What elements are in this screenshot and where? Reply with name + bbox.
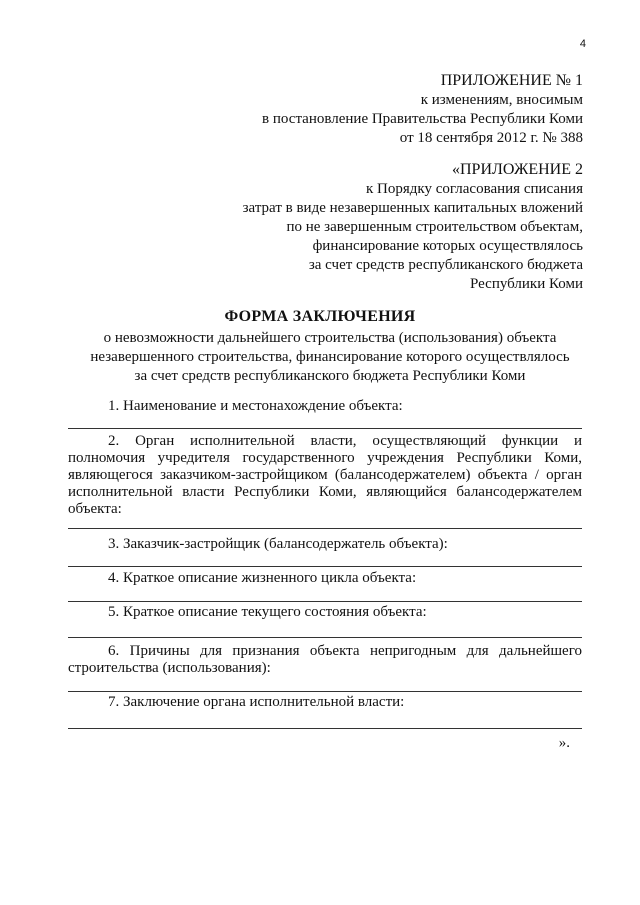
form-item-1 xyxy=(68,398,582,415)
appendix-2-line: за счет средств республиканского бюджета xyxy=(308,257,583,273)
form-item-1-label: 1. Наименование и местонахождение объекта: xyxy=(108,398,403,414)
appendix-1-line: в постановление Правительства Республики Коми xyxy=(262,111,583,127)
form-item-7-label: 7. Заключение органа исполнительной власти: xyxy=(108,694,405,710)
form-title: ФОРМА ЗАКЛЮЧЕНИЯ xyxy=(224,308,416,325)
appendix-2-line: Республики Коми xyxy=(470,276,583,292)
form-item-6 xyxy=(68,643,582,677)
page-number: 4 xyxy=(579,38,586,50)
form-item-3 xyxy=(68,536,582,553)
form-item-5 xyxy=(68,604,582,621)
form-item-7-fill-line[interactable] xyxy=(68,728,582,729)
form-item-6-label: 6. Причины для признания объекта непригодным для дальнейшего строительства (использования): xyxy=(68,643,582,676)
appendix-1-line: от 18 сентября 2012 г. № 388 xyxy=(399,130,583,146)
form-item-5-label: 5. Краткое описание текущего состояния объекта: xyxy=(108,604,427,620)
form-subtitle-line: о невозможности дальнейшего строительства (использования) объекта xyxy=(103,330,557,346)
appendix-2-heading: «ПРИЛОЖЕНИЕ 2 xyxy=(451,161,583,178)
form-subtitle-line: за счет средств республиканского бюджета Республики Коми xyxy=(134,368,526,384)
form-item-5-fill-line[interactable] xyxy=(68,637,582,638)
appendix-1-heading: ПРИЛОЖЕНИЕ № 1 xyxy=(440,72,583,89)
form-subtitle-line: незавершенного строительства, финансирование которого осуществлялось xyxy=(90,349,570,365)
form-item-4-fill-line[interactable] xyxy=(68,601,582,602)
form-item-4-label: 4. Краткое описание жизненного цикла объекта: xyxy=(108,570,417,586)
appendix-2-line: затрат в виде незавершенных капитальных вложений xyxy=(242,200,583,216)
form-item-2 xyxy=(68,433,582,518)
form-item-3-label: 3. Заказчик-застройщик (балансодержатель объекта): xyxy=(108,536,448,552)
form-item-1-fill-line[interactable] xyxy=(68,428,582,429)
appendix-2-line: по не завершенным строительством объектам, xyxy=(286,219,583,235)
form-subtitle xyxy=(70,329,590,386)
form-item-4 xyxy=(68,570,582,587)
form-item-7 xyxy=(68,694,582,711)
appendix-2-line: к Порядку согласования списания xyxy=(366,181,583,197)
appendix-2-header xyxy=(163,160,583,294)
form-item-2-fill-line[interactable] xyxy=(68,528,582,529)
form-item-6-fill-line[interactable] xyxy=(68,691,582,692)
appendix-1-line: к изменениям, вносимым xyxy=(420,92,583,108)
appendix-1-header xyxy=(163,71,583,148)
form-item-2-label: 2. Орган исполнительной власти, осуществляющий функции и полномочия учредителя государственного учреждения Республики Коми, являющегося заказчиком-застройщиком (балансодержателем) объекта / орган исполнительной власти Республики Коми, являющийся балансодержателем объекта: xyxy=(68,433,582,517)
closing-quote-mark: ». xyxy=(558,735,570,751)
appendix-2-line: финансирование которых осуществлялось xyxy=(312,238,583,254)
form-item-3-fill-line[interactable] xyxy=(68,566,582,567)
